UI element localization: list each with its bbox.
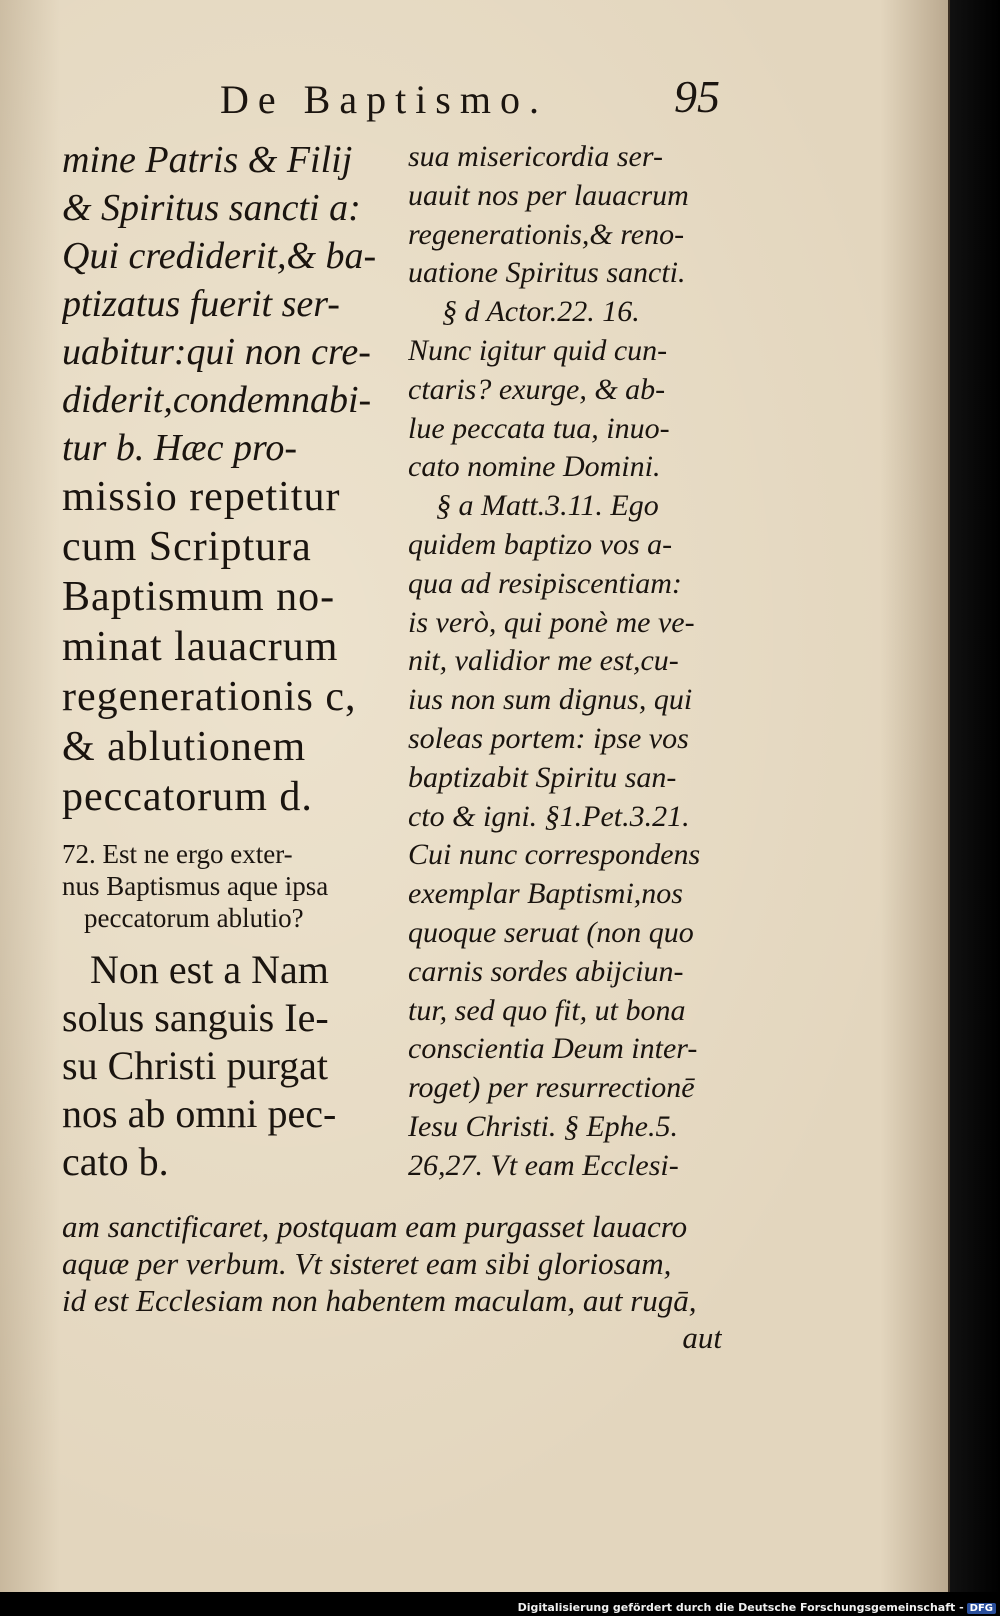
text-line: & Spiritus sancti a:	[62, 187, 361, 229]
text-line: diderit,condemnabi-	[62, 379, 372, 421]
note-line: uauit nos per lauacrum	[408, 178, 689, 212]
note-line: is verò, qui ponè me ve-	[408, 605, 695, 639]
note-line: lue peccata tua, inuo-	[408, 411, 670, 445]
question-line: nus Baptismus aque ipsa	[62, 871, 329, 901]
left-roman-block	[62, 472, 380, 822]
note-line: tur, sed quo fit, ut bona	[408, 993, 686, 1027]
note-line: Cui nunc correspondens	[408, 838, 701, 872]
page-number: 95	[674, 71, 720, 122]
note-line: nit, validior me est,cu-	[408, 644, 679, 678]
note-line: ctaris? exurge, & ab-	[408, 372, 666, 406]
note-line: id est Ecclesiam non habentem maculam, aut rugā,	[62, 1283, 697, 1318]
answer-line: su Christi purgat	[62, 1043, 328, 1088]
text-line: ptizatus fuerit ser-	[62, 283, 340, 325]
credit-text: Digitalisierung gefördert durch die Deutsche Forschungsgemeinschaft -	[517, 1601, 964, 1614]
full-width-notes	[62, 1208, 722, 1355]
note-line: conscientia Deum inter-	[408, 1032, 698, 1066]
text-line: Baptismum no-	[62, 574, 336, 620]
text-line: minat lauacrum	[62, 624, 339, 670]
note-line: ius non sum dignus, qui	[408, 683, 693, 717]
text-line: mine Patris & Filij	[62, 139, 353, 181]
note-line: baptizabit Spiritu san-	[408, 760, 677, 794]
note-line: exemplar Baptismi,nos	[408, 877, 683, 911]
text-line: peccatorum d.	[62, 774, 313, 820]
answer-block	[62, 946, 380, 1186]
note-line: sua misericordia ser-	[408, 140, 663, 173]
left-column	[62, 136, 380, 1186]
note-line: soleas portem: ipse vos	[408, 721, 689, 755]
note-line: cto & igni. §1.Pet.3.21.	[408, 799, 690, 833]
right-column	[408, 138, 720, 1186]
note-line: § d Actor.22. 16.	[442, 295, 640, 329]
note-line: carnis sordes abijciun-	[408, 954, 684, 988]
note-line: quoque seruat (non quo	[408, 915, 694, 949]
note-line: roget) per resurrectionē	[408, 1071, 695, 1105]
answer-line: solus sanguis Ie-	[62, 995, 329, 1040]
question-line: 72. Est ne ergo exter-	[62, 839, 293, 869]
note-line: Nunc igitur quid cun-	[408, 333, 668, 367]
note-line: regenerationis,& reno-	[408, 217, 685, 251]
text-line: cum Scriptura	[62, 524, 312, 570]
question-line: peccatorum ablutio?	[84, 903, 304, 933]
text-line: uabitur:qui non cre-	[62, 331, 371, 373]
note-line: Iesu Christi. § Ephe.5.	[408, 1109, 678, 1143]
running-head: De Baptismo.	[220, 77, 548, 122]
note-line: qua ad resipiscentiam:	[408, 566, 682, 600]
catchword: aut	[682, 1320, 722, 1355]
text-line: & ablutionem	[62, 724, 307, 770]
digitization-credit	[518, 1601, 996, 1614]
text-line: tur b. Hæc pro-	[62, 427, 298, 469]
text-line: regenerationis c,	[62, 674, 357, 720]
answer-line: cato b.	[62, 1139, 169, 1184]
question-block	[62, 838, 380, 934]
note-line: uatione Spiritus sancti.	[408, 256, 686, 290]
page-header	[220, 71, 720, 126]
note-line: quidem baptizo vos a-	[408, 527, 673, 561]
text-line: missio repetitur	[62, 474, 341, 520]
left-italic-block	[62, 136, 380, 472]
answer-line: Non est a Nam	[90, 947, 329, 992]
note-line: cato nomine Domini.	[408, 450, 661, 484]
note-line: aquæ per verbum. Vt sisteret eam sibi gloriosam,	[62, 1246, 672, 1281]
answer-line: nos ab omni pec-	[62, 1091, 337, 1136]
text-line: Qui crediderit,& ba-	[62, 235, 377, 277]
dfg-logo-badge: DFG	[967, 1603, 996, 1614]
scan-edge-shadow	[950, 0, 1000, 1592]
note-line: § a Matt.3.11. Ego	[436, 489, 659, 523]
note-line: 26,27. Vt eam Ecclesi-	[408, 1148, 679, 1182]
note-line: am sanctificaret, postquam eam purgasset lauacro	[62, 1209, 688, 1244]
